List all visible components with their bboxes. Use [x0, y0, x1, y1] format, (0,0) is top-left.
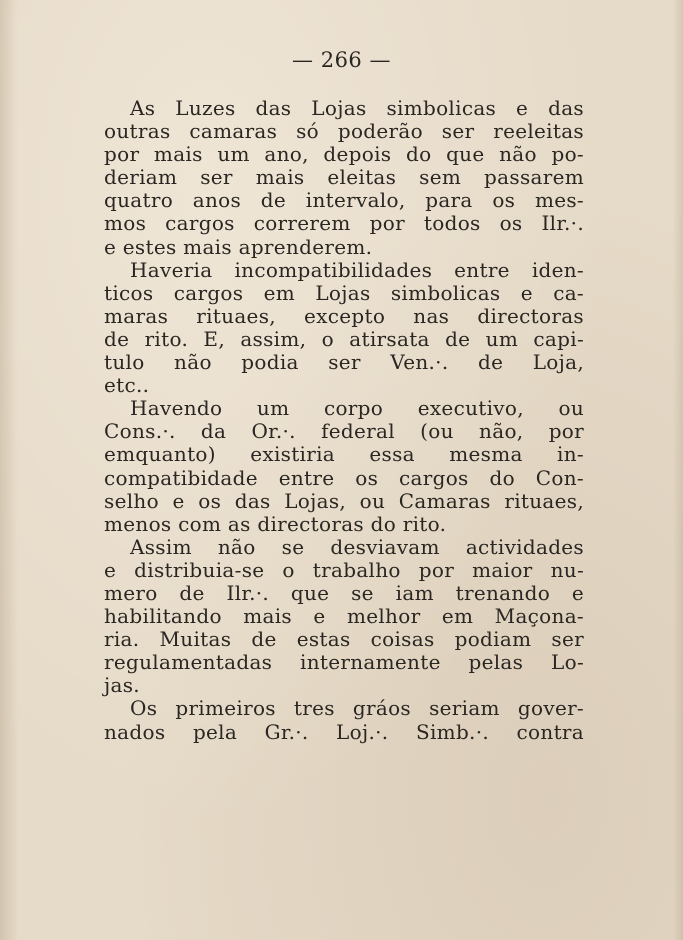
text-line: habilitando mais e melhor em Maçona- — [104, 604, 584, 629]
body-text — [104, 97, 584, 744]
text-line: quatro anos de intervalo, para os mes- — [104, 188, 584, 213]
text-line: mos cargos correrem por todos os Ilr.·. — [104, 211, 584, 236]
text-line: de rito. E, assim, o atirsata de um capi- — [104, 326, 584, 351]
text-line: Os primeiros tres gráos seriam gover- — [130, 696, 584, 721]
text-line: ticos cargos em Lojas simbolicas e ca- — [104, 280, 584, 305]
text-line: ria. Muitas de estas coisas podiam ser — [104, 627, 584, 652]
text-line: Havendo um corpo executivo, ou — [130, 396, 584, 421]
page-number: — 266 — — [292, 48, 391, 72]
page-edge-shadow-right — [673, 0, 683, 940]
text-line: mero de Ilr.·. que se iam trenando e — [104, 580, 584, 605]
text-line: outras camaras só poderão ser reeleitas — [104, 119, 584, 144]
text-line: e estes mais aprenderem. — [104, 234, 373, 259]
text-line: etc.. — [104, 373, 150, 398]
text-line: por mais um ano, depois do que não po- — [104, 142, 584, 167]
text-line: e distribuia-se o trabalho por maior nu- — [104, 557, 584, 582]
text-line: Cons.·. da Or.·. federal (ou não, por — [104, 419, 584, 444]
text-line: selho e os das Lojas, ou Camaras rituaes, — [104, 488, 584, 513]
text-line: jas. — [104, 673, 140, 698]
text-line: emquanto) existiria essa mesma in- — [104, 442, 584, 467]
text-line: Assim não se desviavam actividades — [130, 534, 584, 559]
text-line: nados pela Gr.·. Loj.·. Simb.·. contra — [104, 719, 584, 744]
text-line: regulamentadas internamente pelas Lo- — [104, 650, 584, 675]
text-line: Haveria incompatibilidades entre iden- — [130, 257, 584, 282]
text-line: deriam ser mais eleitas sem passarem — [104, 165, 584, 190]
text-line: maras rituaes, excepto nas directoras — [104, 303, 584, 328]
page-edge-shadow-left — [0, 0, 18, 940]
text-line: menos com as directoras do rito. — [104, 511, 447, 536]
text-line: tulo não podia ser Ven.·. de Loja, — [104, 350, 584, 375]
text-line: compatibidade entre os cargos do Con- — [104, 465, 584, 490]
text-line: As Luzes das Lojas simbolicas e das — [130, 96, 584, 120]
